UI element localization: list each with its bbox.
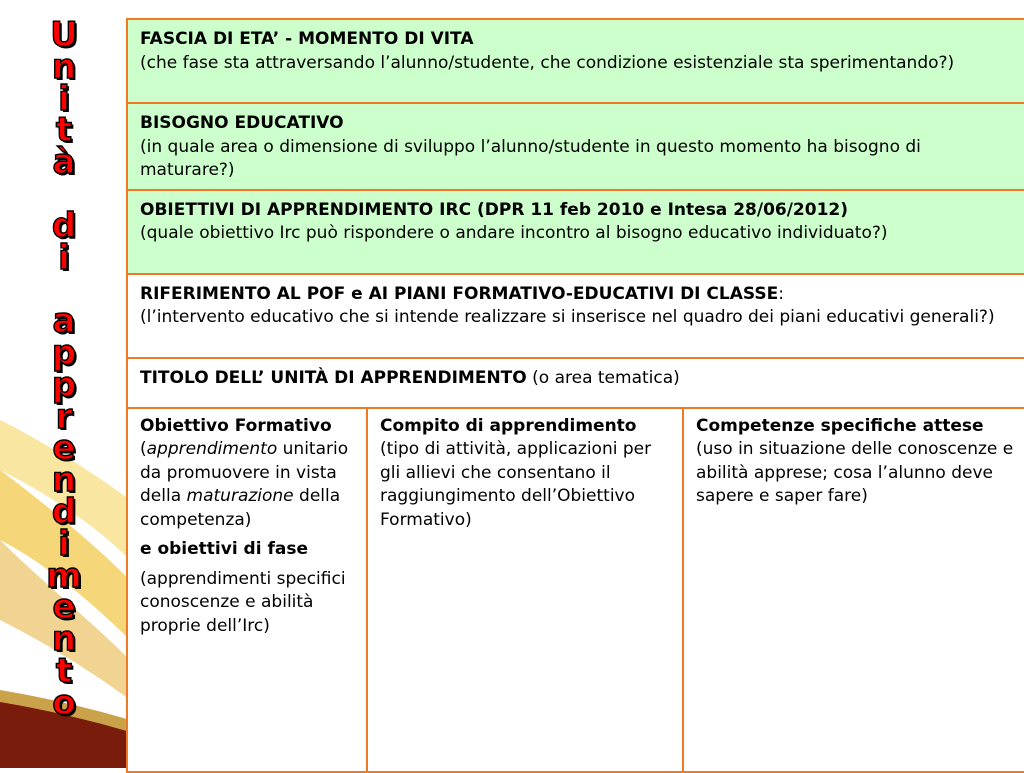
row-heading: RIFERIMENTO AL POF e AI PIANI FORMATIVO-EDUCATIVI DI CLASSE: [140, 283, 779, 304]
column-text: della competenza): [140, 486, 341, 530]
vertical-title-letter: m: [46, 555, 82, 596]
vertical-title-letter: n: [51, 46, 77, 87]
column-text: (apprendimenti specifici conoscenze e abilità proprie dell’Irc): [140, 568, 346, 636]
row-heading: OBIETTIVI DI APPRENDIMENTO IRC (DPR 11 feb 2010 e Intesa 28/06/2012): [140, 199, 849, 220]
row-educational-need: [127, 103, 1024, 190]
row-pof-reference: [127, 274, 1024, 358]
lesson-plan-table: [126, 18, 1024, 773]
column-subheading: e obiettivi di fase: [140, 539, 308, 559]
emphasis-text: apprendimento: [146, 439, 278, 459]
row-unit-title: [127, 358, 1024, 408]
vertical-title-letter: o: [52, 682, 76, 723]
column-heading: Obiettivo Formativo: [140, 415, 332, 436]
vertical-title-letter: e: [52, 428, 76, 469]
row-description: (quale obiettivo Irc può rispondere o andare incontro al bisogno educativo individuato?): [140, 223, 888, 243]
vertical-title-letter: p: [51, 364, 77, 405]
row-description: (o area tematica): [526, 367, 680, 388]
vertical-title-letter: r: [55, 396, 73, 437]
vertical-title: [28, 15, 100, 723]
row-age-range: [127, 19, 1024, 103]
vertical-title-letter: i: [58, 78, 70, 119]
vertical-title-letter: i: [58, 237, 70, 278]
vertical-title-letter: n: [51, 619, 77, 660]
vertical-title-letter: d: [51, 491, 77, 532]
column-text: unitario da promuovere in vista della: [140, 439, 349, 506]
column-formative-objective: [127, 408, 367, 772]
column-text: (tipo di attività, applicazioni per gli allievi che consentano il raggiungimento dell’Obiettivo Formativo): [380, 439, 652, 530]
vertical-title-letter: n: [51, 460, 77, 501]
row-heading: TITOLO DELL’ UNITÀ DI APPRENDIMENTO: [140, 367, 527, 388]
vertical-title-letter: t: [55, 110, 73, 151]
row-heading-suffix: :: [778, 283, 784, 304]
vertical-title-letter: e: [52, 587, 76, 628]
vertical-title-letter: d: [51, 205, 77, 246]
vertical-title-letter: a: [52, 301, 76, 342]
vertical-title-letter: U: [50, 15, 78, 55]
vertical-title-letter: t: [55, 650, 73, 691]
row-description: (che fase sta attraversando l’alunno/studente, che condizione esistenziale sta sperimentando?): [140, 52, 955, 73]
column-heading: Competenze specifiche attese: [696, 415, 984, 436]
row-description: (l’intervento educativo che si intende realizzare si inserisce nel quadro dei piani educativi generali?): [140, 307, 995, 327]
column-text: (uso in situazione delle conoscenze e abilità apprese; cosa l’alunno deve sapere e saper fare): [696, 439, 1014, 506]
column-learning-task: [367, 408, 683, 772]
vertical-title-letter: i: [58, 523, 70, 564]
vertical-title-letter: à: [52, 142, 76, 183]
paren-open: (: [140, 439, 147, 459]
column-expected-competences: [683, 408, 1024, 772]
row-description: (in quale area o dimensione di sviluppo l’alunno/studente in questo momento ha bisogno di maturare?): [140, 136, 921, 180]
emphasis-text: maturazione: [186, 486, 294, 506]
row-learning-objectives: [127, 190, 1024, 274]
row-heading: FASCIA DI ETA’ - MOMENTO DI VITA: [140, 29, 474, 49]
row-heading: BISOGNO EDUCATIVO: [140, 113, 344, 133]
column-heading: Compito di apprendimento: [380, 415, 637, 436]
vertical-title-letter: p: [51, 332, 77, 373]
